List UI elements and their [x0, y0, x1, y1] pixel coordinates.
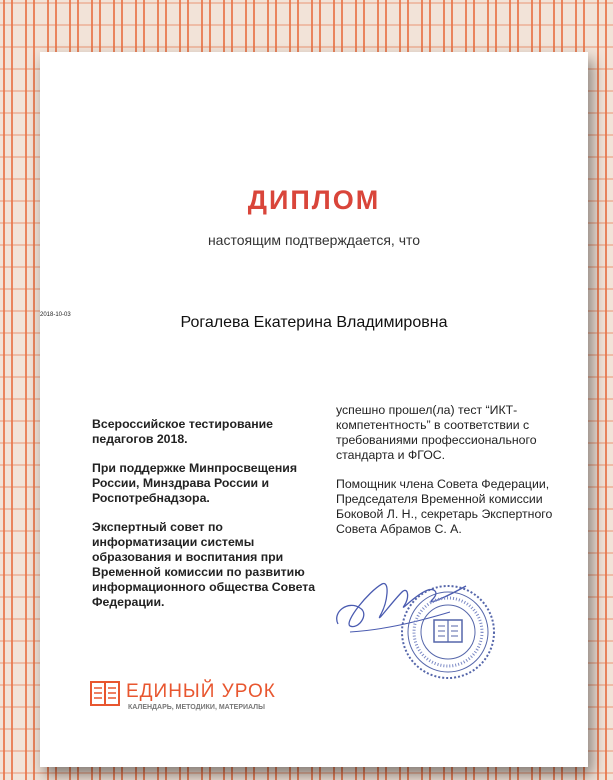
organizer-paragraph: Всероссийское тестирование педагогов 2018.	[92, 417, 274, 446]
diploma-subtitle: настоящим подтверждается, что	[207, 232, 421, 248]
organizer-paragraph: Экспертный совет по информатизации системы образования и воспитания при Временной комиссии по развитию информационного общества Совета Федерации.	[92, 520, 316, 609]
signatory-paragraph: Помощник члена Совета Федерации, Председателя Временной комиссии Боковой Л. Н., секретарь Экспертного Совета Абрамов С. А.	[336, 477, 553, 536]
diploma-sheet	[40, 52, 588, 767]
diploma-title: ДИПЛОМ	[247, 185, 381, 215]
issue-date: 2018-10-03	[40, 312, 71, 318]
organizer-text	[92, 417, 327, 624]
recipient-name: Рогалева Екатерина Владимировна	[180, 314, 448, 331]
logo-name: ЕДИНЫЙ УРОК	[126, 681, 276, 702]
book-icon	[90, 680, 120, 708]
result-text	[336, 403, 576, 551]
organizer-paragraph: При поддержке Минпросвещения России, Минздрава России и Роспотребнадзора.	[92, 461, 297, 505]
result-paragraph: успешно прошел(ла) тест “ИКТ-компетентность” в соответствии с требованиями профессионального стандарта и ФГОС.	[336, 403, 537, 462]
logo-tagline: КАЛЕНДАРЬ, МЕТОДИКИ, МАТЕРИАЛЫ	[128, 704, 265, 711]
stamp-icon	[398, 582, 498, 682]
